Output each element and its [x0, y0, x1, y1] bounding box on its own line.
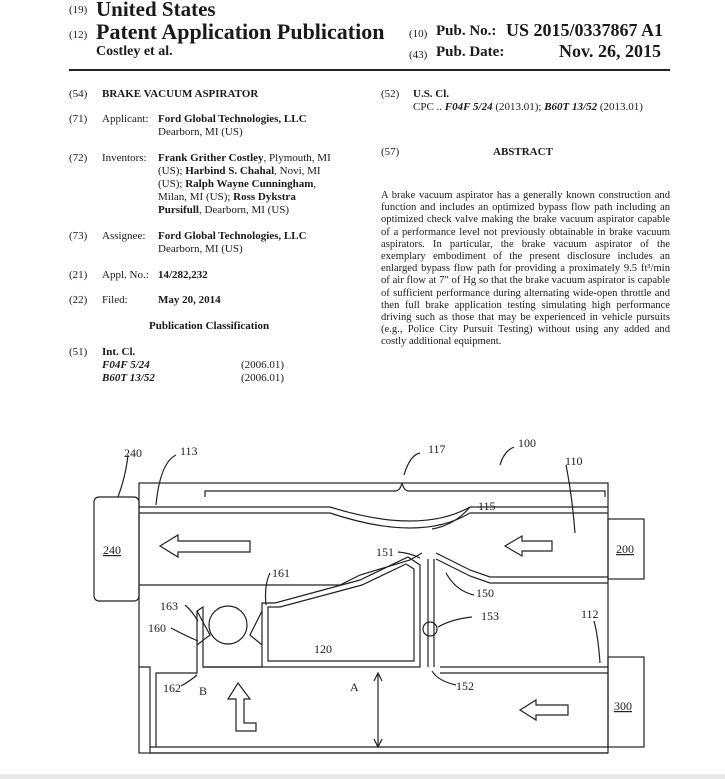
- assignee-name: Ford Global Technologies, LLC: [158, 230, 307, 242]
- label-152: 152: [456, 679, 474, 693]
- inventor-line-1: Frank Grither Costley, Plymouth, MI: [158, 152, 331, 164]
- housing-outline: [139, 483, 608, 753]
- int-cl-2-date: (2006.01): [241, 372, 285, 384]
- invention-title: BRAKE VACUUM ASPIRATOR: [102, 88, 259, 100]
- label-162: 162: [163, 681, 181, 695]
- label-113: 113: [180, 444, 198, 458]
- inventor-line-2: (US); Harbind S. Chahal, Novi, MI: [158, 165, 321, 177]
- label-300: 300: [614, 699, 632, 713]
- label-A: A: [350, 680, 359, 694]
- applicant-label: Applicant:: [102, 113, 149, 125]
- appl-no: 14/282,232: [158, 269, 208, 281]
- cpc-line: CPC .. F04F 5/24 (2013.01); B60T 13/52 (2013.01): [413, 101, 643, 113]
- lower-channel-top-wall: [139, 667, 150, 680]
- label-B: B: [199, 684, 208, 698]
- pub-date-label: Pub. Date:: [436, 44, 505, 60]
- inid-72: (72): [69, 152, 88, 164]
- flow-arrow-upper-right: [505, 536, 552, 556]
- inid-71: (71): [69, 113, 88, 125]
- inid-22: (22): [69, 294, 88, 306]
- int-cl-1: F04F 5/24: [102, 359, 150, 371]
- inventor-line-3: (US); Ralph Wayne Cunningham,: [158, 178, 317, 190]
- label-161: 161: [272, 566, 290, 580]
- label-117: 117: [428, 442, 446, 456]
- inid-code-43: (43): [409, 49, 428, 61]
- upper-channel-top-wall: [139, 507, 608, 521]
- label-120: 120: [314, 642, 332, 656]
- filed-date: May 20, 2014: [158, 294, 221, 306]
- inid-73: (73): [69, 230, 88, 242]
- inid-51: (51): [69, 346, 88, 358]
- abstract-text: A brake vacuum aspirator has a generally known construction and function and includes an optimized bypass flow path including an optimized check valve making the brake vacuum aspirator capable of a performance level not previously obtainable in brake vacuum aspirators. In particular, the brake vacuum aspirator of the exemplary embodiment of the present disclosure includes an enlarged bypass flow path for providing a proximately 9.5 ft³/min of air flow at 7" of Hg so that the brake vacuum aspirator is capable of sufficient performance during alternating wide-open throttle and then full brake application testing simulating high performance driving such as those that may be experienced in vehicle pursuits (e.g., Police City Pursuit Testing) without using any added and costly additional equipment.: [381, 190, 670, 348]
- int-cl-1-date: (2006.01): [241, 359, 285, 371]
- assignee-label: Assignee:: [102, 230, 146, 242]
- check-valve-ball-160: [209, 606, 247, 644]
- inid-57: (57): [381, 146, 400, 158]
- inid-54: (54): [69, 88, 88, 100]
- publication-classification-heading: Publication Classification: [149, 320, 270, 332]
- label-110: 110: [565, 454, 583, 468]
- label-100: 100: [518, 436, 536, 450]
- label-240-box: 240: [103, 543, 121, 557]
- label-112: 112: [581, 607, 599, 621]
- label-240-top: 240: [124, 446, 142, 460]
- inid-21: (21): [69, 269, 88, 281]
- inventor-line-5: Pursifull, Dearborn, MI (US): [158, 204, 290, 216]
- check-valve-ball-153: [423, 622, 437, 636]
- pub-number: US 2015/0337867 A1: [506, 20, 664, 40]
- first-author: Costley et al.: [96, 44, 173, 59]
- patent-figure: [0, 435, 725, 775]
- flow-arrow-upper-left: [160, 535, 250, 557]
- appl-no-label: Appl. No.:: [102, 269, 149, 281]
- flow-arrow-lower-right: [520, 700, 568, 720]
- abstract-heading: ABSTRACT: [493, 146, 553, 158]
- country-heading: United States: [96, 0, 216, 21]
- page-bottom-strip: [0, 774, 725, 779]
- label-150: 150: [476, 586, 494, 600]
- label-115: 115: [478, 499, 496, 513]
- label-160: 160: [148, 621, 166, 635]
- label-151: 151: [376, 545, 394, 559]
- applicant-location: Dearborn, MI (US): [158, 126, 243, 138]
- label-153: 153: [481, 609, 499, 623]
- pub-date: Nov. 26, 2015: [559, 41, 662, 61]
- assignee-location: Dearborn, MI (US): [158, 243, 243, 255]
- label-163: 163: [160, 599, 178, 613]
- inid-code-19: (19): [69, 4, 88, 16]
- brace-117: [205, 483, 605, 497]
- us-cl-label: U.S. Cl.: [413, 88, 450, 100]
- inid-code-12: (12): [69, 29, 88, 41]
- inventors-label: Inventors:: [102, 152, 147, 164]
- inid-code-10: (10): [409, 28, 428, 40]
- filed-label: Filed:: [102, 294, 128, 306]
- applicant-name: Ford Global Technologies, LLC: [158, 113, 307, 125]
- flow-arrow-inlet: [228, 683, 256, 731]
- int-cl-label: Int. Cl.: [102, 346, 136, 358]
- header-rule: [69, 69, 670, 71]
- publication-type: Patent Application Publication: [96, 19, 385, 44]
- int-cl-2: B60T 13/52: [102, 372, 155, 384]
- label-200: 200: [616, 542, 634, 556]
- pub-number-label: Pub. No.:: [436, 23, 497, 39]
- inventor-line-4: Milan, MI (US); Ross Dykstra: [158, 191, 296, 203]
- inid-52: (52): [381, 88, 400, 100]
